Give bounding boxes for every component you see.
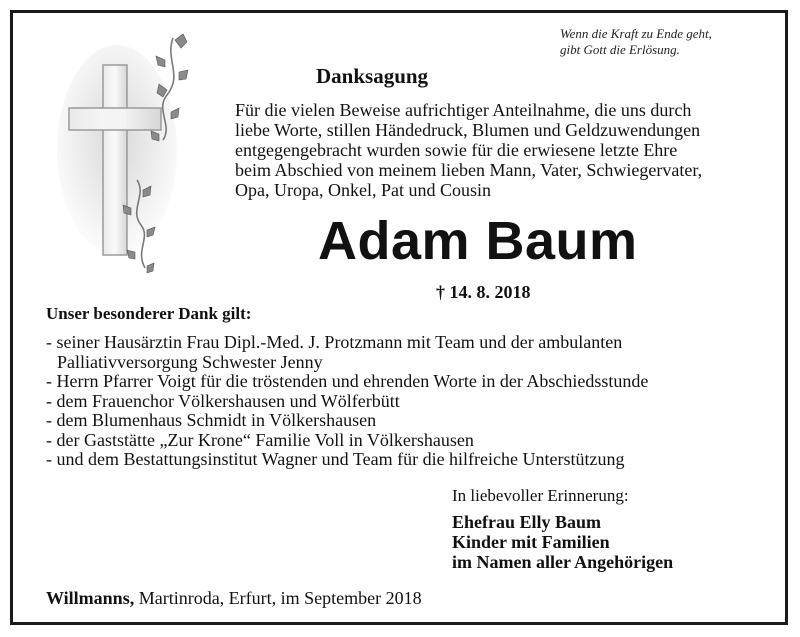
motto-line: gibt Gott die Erlösung. (560, 42, 680, 57)
death-date: † 14. 8. 2018 (436, 282, 531, 302)
list-item: Palliativversorgung Schwester Jenny (57, 351, 323, 372)
thanks-list (46, 333, 648, 470)
place-town: Willmanns, (46, 588, 135, 608)
intro-line: liebe Worte, stillen Händedruck, Blumen und Geldzuwendungen (235, 120, 701, 140)
list-item: - dem Frauenchor Völkershausen und Wölferbütt (46, 390, 400, 411)
list-item: - Herrn Pfarrer Voigt für die tröstenden und ehrenden Worte in der Abschiedsstunde (46, 371, 649, 391)
intro-line: Opa, Uropa, Onkel, Pat und Cousin (235, 180, 491, 200)
place-rest: Martinroda, Erfurt, im September 2018 (134, 588, 422, 608)
deceased-name: Adam Baum (318, 211, 638, 271)
signatory: Kinder mit Familien (452, 532, 610, 552)
list-item: - seiner Hausärztin Frau Dipl.-Med. J. Protzmann mit Team und der ambulanten (46, 332, 623, 352)
memory-line: In liebevoller Erinnerung: (452, 486, 629, 505)
thanks-heading: Unser besonderer Dank gilt: (46, 304, 252, 323)
list-item: - der Gaststätte „Zur Krone“ Familie Voll in Völkershausen (46, 429, 474, 450)
intro-line: beim Abschied von meinem lieben Mann, Vater, Schwiegervater, (235, 160, 703, 180)
cross-icon (55, 30, 205, 280)
motto-line: Wenn die Kraft zu Ende geht, (560, 26, 712, 41)
signatory: im Namen aller Angehörigen (452, 552, 674, 572)
intro-text (235, 100, 755, 200)
intro-line: Für die vielen Beweise aufrichtiger Anteilnahme, die uns durch (235, 100, 692, 120)
signatory: Ehefrau Elly Baum (452, 512, 602, 532)
list-item: - und dem Bestattungsinstitut Wagner und Team für die hilfreiche Unterstützung (46, 449, 625, 469)
notice-title: Danksagung (316, 64, 429, 88)
intro-line: entgegengebracht wurden sowie für die erwiesene letzte Ehre (235, 140, 678, 160)
place-date (46, 588, 422, 609)
signatories (452, 512, 673, 572)
list-item: - dem Blumenhaus Schmidt in Völkershausen (46, 410, 377, 430)
motto (560, 26, 752, 58)
